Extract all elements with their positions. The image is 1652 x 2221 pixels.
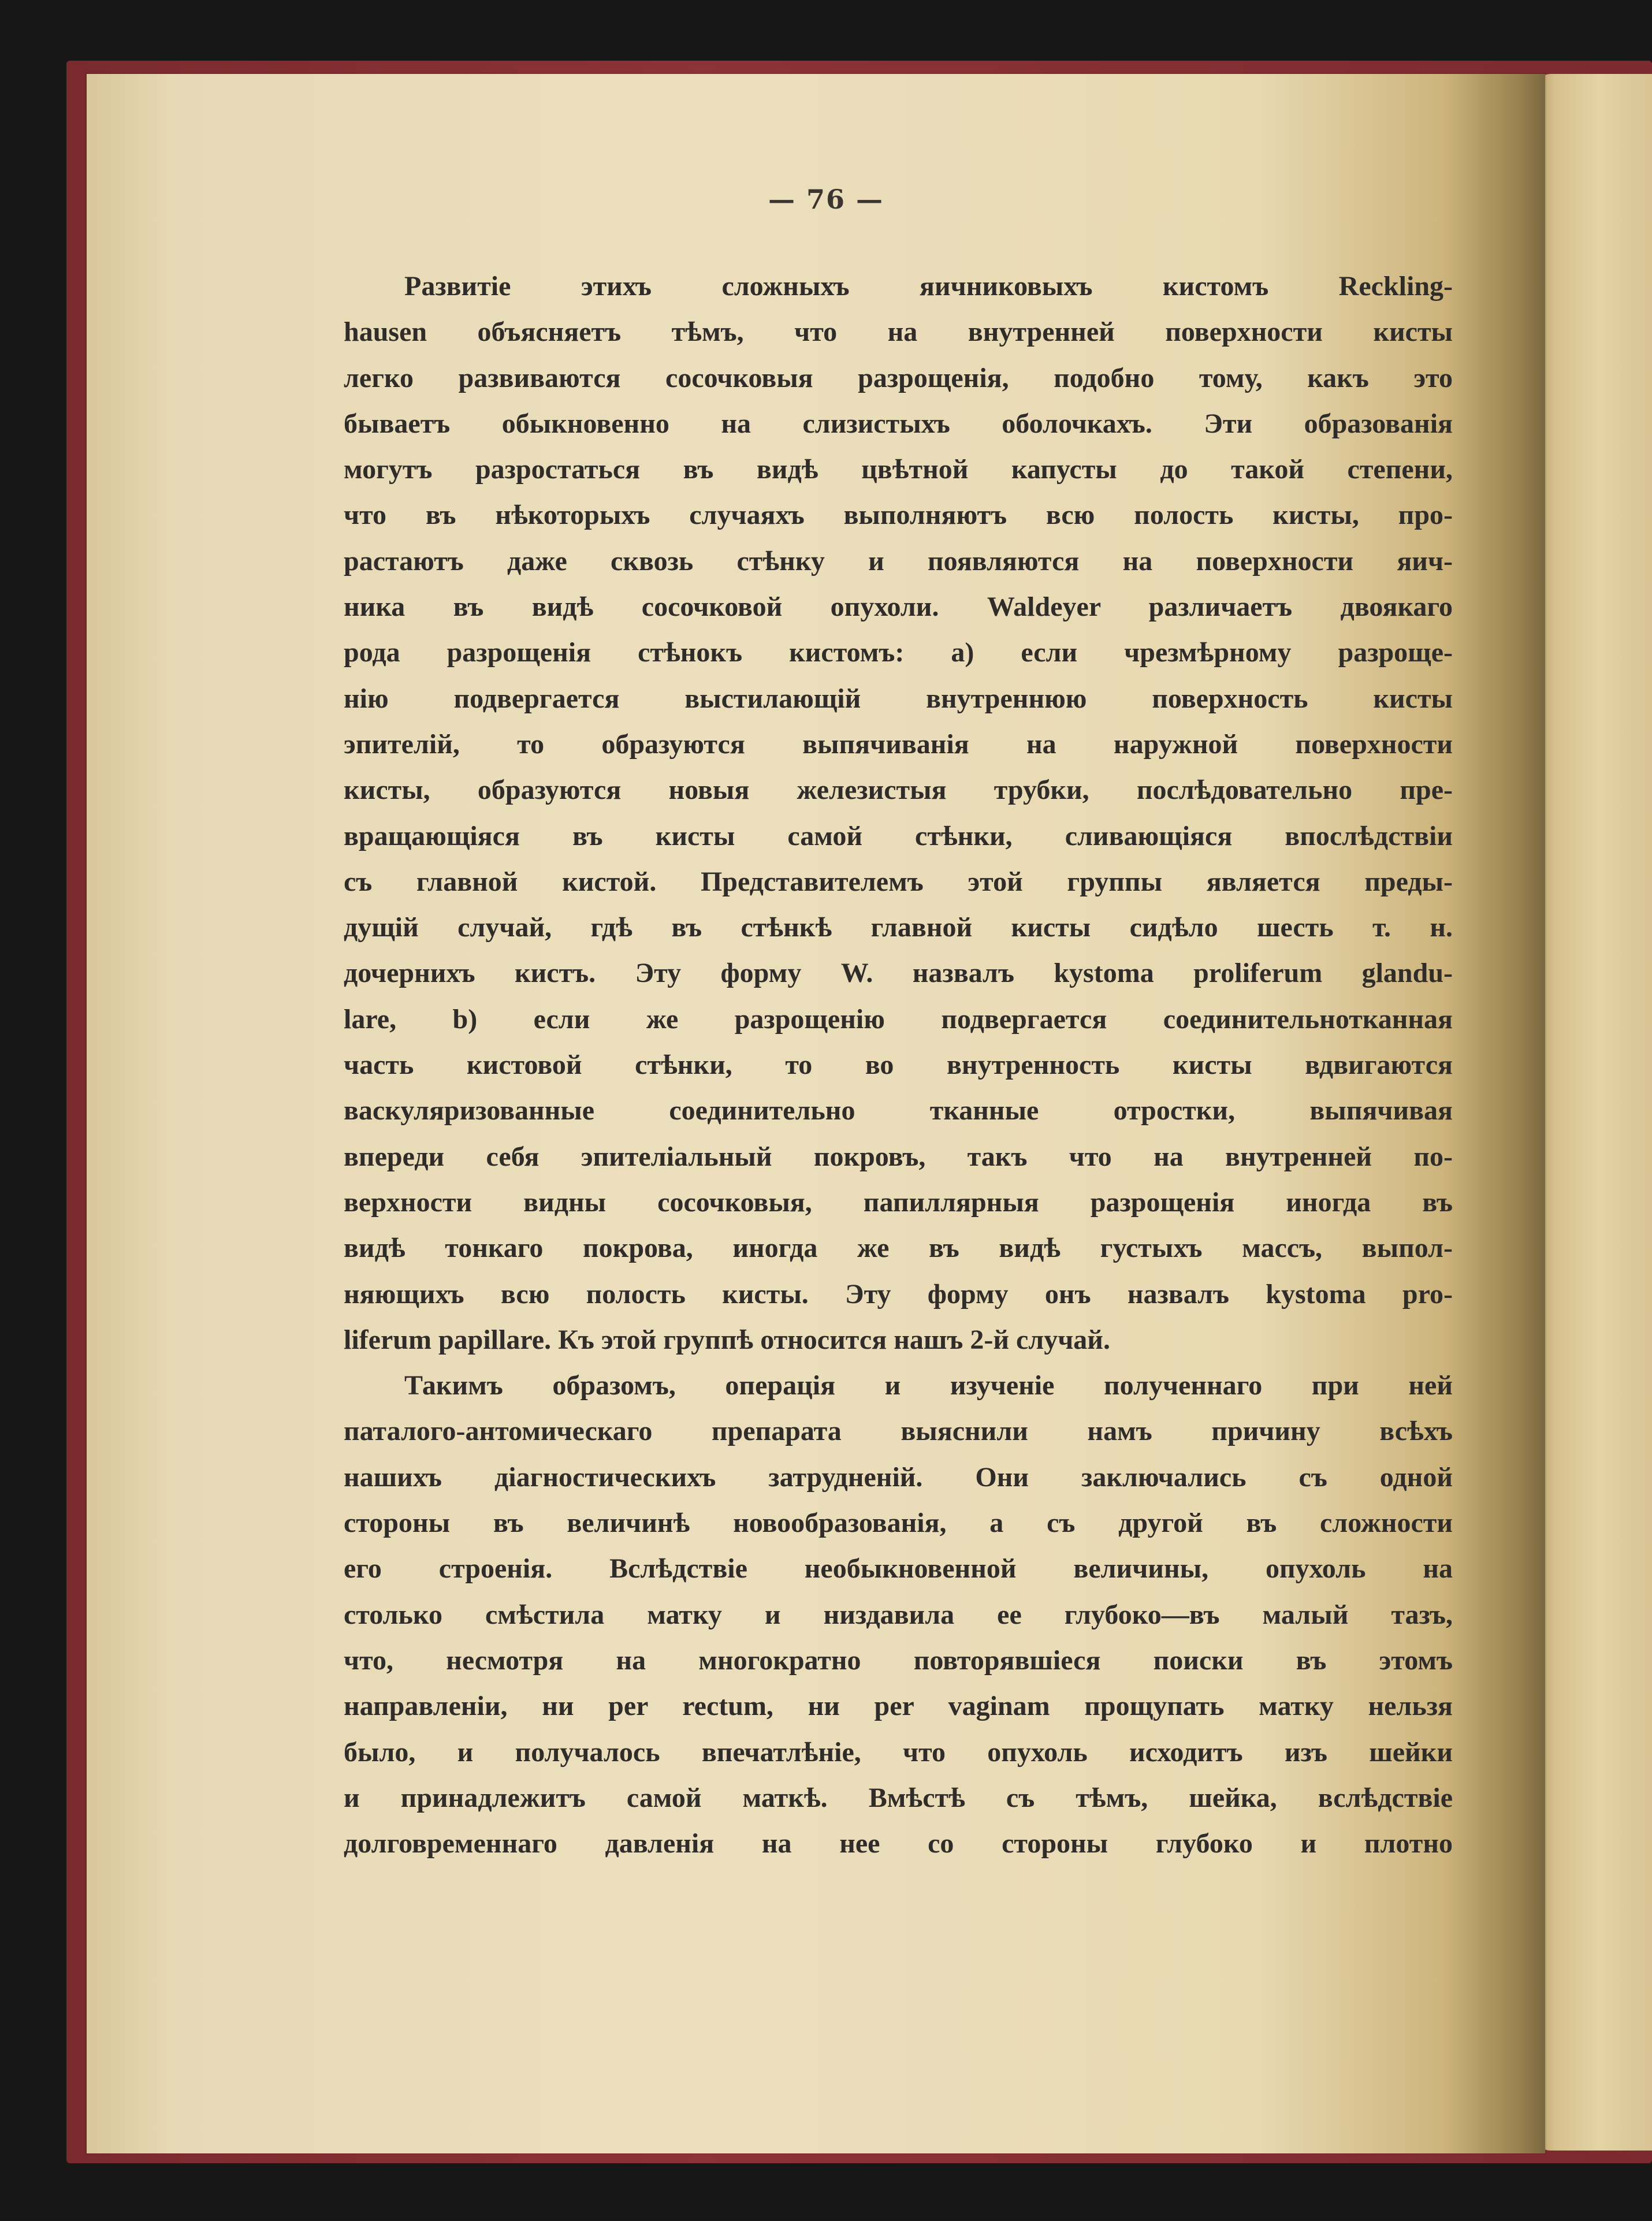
text-line: Такимъ образомъ, операція и изученіе полученнаго при ней <box>404 1370 1453 1401</box>
facing-page-edge <box>1534 74 1652 2151</box>
text-line: и принадлежитъ самой маткѣ. Вмѣстѣ съ тѣмъ, шейка, вслѣдствіе <box>344 1782 1453 1813</box>
text-line: вращающіяся въ кисты самой стѣнки, сливающіяся впослѣдствіи <box>344 820 1453 851</box>
text-line: столько смѣстила матку и низдавила ее глубоко—въ малый тазъ, <box>344 1599 1453 1630</box>
text-line: дочернихъ кистъ. Эту форму W. назвалъ kystoma proliferum glandu- <box>344 958 1453 989</box>
page-number: — 76 — <box>768 184 884 215</box>
text-line: liferum papillare. Къ этой группѣ относится нашъ 2-й случай. <box>344 1324 1110 1355</box>
page-text <box>344 263 1453 1866</box>
text-line: васкуляризованные соединительно тканные отростки, выпячивая <box>344 1095 1453 1126</box>
text-line: легко развиваются сосочковыя разрощенія, подобно тому, какъ это <box>344 362 1453 393</box>
text-line: бываетъ обыкновенно на слизистыхъ оболочкахъ. Эти образованія <box>344 408 1453 439</box>
text-line: его строенія. Вслѣдствіе необыкновенной величины, опухоль на <box>344 1553 1453 1584</box>
text-line: растаютъ даже сквозь стѣнку и появляются на поверхности яич- <box>344 545 1453 576</box>
text-line: направленіи, ни per rectum, ни per vaginam прощупать матку нельзя <box>344 1691 1453 1722</box>
text-line: няющихъ всю полость кисты. Эту форму онъ назвалъ kystoma pro- <box>344 1278 1453 1309</box>
text-line: съ главной кистой. Представителемъ этой группы является преды- <box>344 866 1453 897</box>
text-line: Развитіе этихъ сложныхъ яичниковыхъ кистомъ Reckling- <box>404 271 1453 302</box>
text-line: верхности видны сосочковыя, папиллярныя разрощенія иногда въ <box>344 1186 1453 1218</box>
text-line: кисты, образуются новыя железистыя трубки, послѣдовательно пре- <box>344 775 1453 806</box>
text-line: hausen объясняетъ тѣмъ, что на внутренней поверхности кисты <box>344 317 1453 348</box>
text-line: что въ нѣкоторыхъ случаяхъ выполняютъ всю полость кисты, про- <box>344 500 1453 531</box>
text-line: стороны въ величинѣ новообразованія, а съ другой въ сложности <box>344 1508 1453 1539</box>
text-line: эпителій, то образуются выпячиванія на наружной поверхности <box>344 728 1453 760</box>
text-line: lare, b) если же разрощенію подвергается соединительнотканная <box>344 1003 1453 1035</box>
text-line: долговременнаго давленія на нее со стороны глубоко и плотно <box>344 1828 1453 1859</box>
text-line: видѣ тонкаго покрова, иногда же въ видѣ густыхъ массъ, выпол- <box>344 1233 1453 1264</box>
text-line: паталого-антомическаго препарата выяснили намъ причину всѣхъ <box>344 1416 1453 1447</box>
text-line: впереди себя эпителіальный покровъ, такъ что на внутренней по- <box>344 1141 1453 1172</box>
text-line: могутъ разростаться въ видѣ цвѣтной капусты до такой степени, <box>344 454 1453 485</box>
text-line: ника въ видѣ сосочковой опухоли. Waldeyer различаетъ двоякаго <box>344 591 1453 623</box>
text-line: часть кистовой стѣнки, то во внутренность кисты вдвигаются <box>344 1050 1453 1081</box>
text-line: что, несмотря на многократно повторявшіеся поиски въ этомъ <box>344 1645 1453 1676</box>
text-line: дущій случай, гдѣ въ стѣнкѣ главной кисты сидѣло шесть т. н. <box>344 912 1453 943</box>
text-line: нію подвергается выстилающій внутреннюю поверхность кисты <box>344 683 1453 714</box>
text-line: нашихъ діагностическихъ затрудненій. Они заключались съ одной <box>344 1461 1453 1493</box>
text-line: рода разрощенія стѣнокъ кистомъ: а) если чрезмѣрному разроще- <box>344 637 1453 668</box>
text-line: было, и получалось впечатлѣніе, что опухоль исходитъ изъ шейки <box>344 1736 1453 1768</box>
